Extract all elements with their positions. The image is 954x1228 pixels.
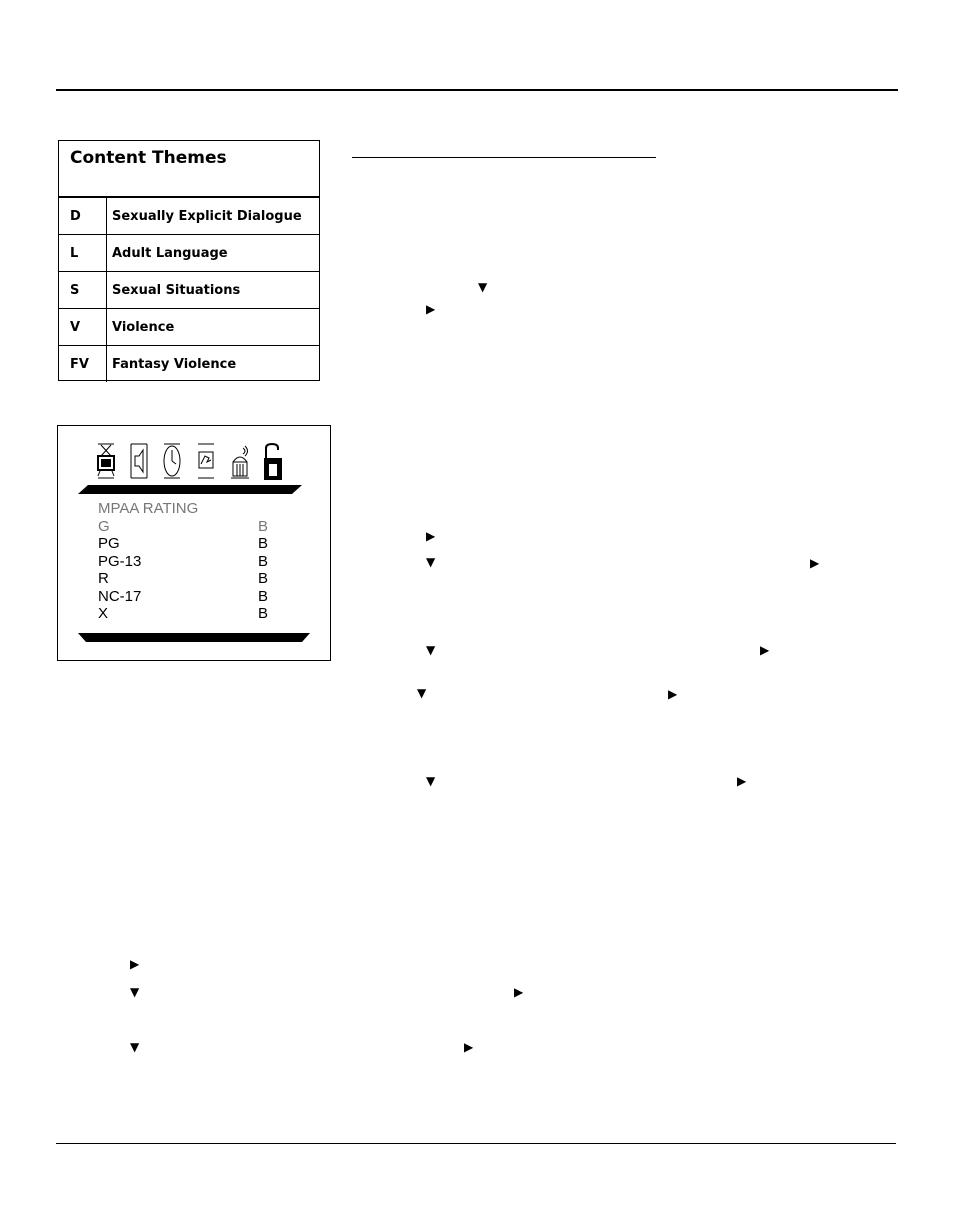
table-row — [59, 271, 319, 308]
hand-icon — [196, 442, 216, 480]
down-arrow-icon: ▼ — [426, 774, 436, 788]
tv-icon — [96, 442, 116, 480]
rating-label: PG-13 — [98, 552, 142, 570]
list-item[interactable] — [98, 570, 268, 588]
right-arrow-icon: ▶ — [426, 302, 436, 316]
theme-description: Adult Language — [112, 246, 228, 261]
list-item[interactable] — [98, 535, 268, 553]
rating-label: R — [98, 570, 109, 587]
content-themes-table — [58, 140, 320, 381]
theme-description: Violence — [112, 320, 175, 335]
down-arrow-icon: ▼ — [478, 280, 488, 294]
top-rule — [56, 89, 898, 91]
content-themes-title: Content Themes — [59, 141, 319, 197]
rating-label: NC-17 — [98, 587, 142, 605]
down-arrow-icon: ▼ — [426, 555, 436, 569]
table-row — [59, 234, 319, 271]
down-arrow-icon: ▼ — [130, 1040, 140, 1054]
right-arrow-icon: ▶ — [737, 774, 747, 788]
list-item[interactable] — [98, 553, 268, 571]
rating-status: B — [257, 587, 268, 605]
down-arrow-icon: ▼ — [417, 686, 427, 700]
theme-code: V — [59, 309, 107, 345]
down-arrow-icon: ▼ — [426, 643, 436, 657]
theme-description: Sexually Explicit Dialogue — [112, 209, 302, 224]
mpaa-menu-screen — [57, 425, 331, 661]
theme-code: FV — [59, 346, 107, 382]
list-item[interactable] — [98, 518, 268, 536]
right-arrow-icon: ▶ — [464, 1040, 474, 1054]
section-heading-rule — [352, 157, 656, 158]
table-row — [59, 197, 319, 234]
rating-label: PG — [98, 535, 120, 552]
right-arrow-icon: ▶ — [810, 556, 820, 570]
list-item[interactable] — [98, 588, 268, 606]
rating-label: X — [98, 605, 109, 622]
right-arrow-icon: ▶ — [426, 529, 436, 543]
theme-code: S — [59, 272, 107, 308]
list-item[interactable] — [98, 605, 268, 623]
clock-icon — [162, 442, 182, 480]
rating-status: B — [257, 570, 268, 587]
rating-status: B — [257, 605, 268, 622]
parental-icon — [229, 442, 251, 480]
menu-bottom-bar — [78, 633, 310, 643]
theme-description: Fantasy Violence — [112, 357, 237, 372]
lock-icon — [262, 442, 284, 482]
theme-description: Sexual Situations — [112, 283, 241, 298]
right-arrow-icon: ▶ — [130, 957, 140, 971]
speaker-icon — [129, 442, 149, 480]
menu-top-bar — [78, 485, 302, 495]
bottom-rule — [56, 1143, 896, 1144]
rating-label: G — [98, 517, 110, 535]
right-arrow-icon: ▶ — [514, 985, 524, 999]
table-row — [59, 308, 319, 345]
rating-status: B — [257, 517, 268, 535]
menu-heading: MPAA RATING — [98, 500, 199, 517]
theme-code: D — [59, 198, 107, 234]
rating-status: B — [257, 552, 268, 570]
rating-status: B — [257, 535, 268, 552]
right-arrow-icon: ▶ — [668, 687, 678, 701]
right-arrow-icon: ▶ — [760, 643, 770, 657]
table-row — [59, 345, 319, 382]
down-arrow-icon: ▼ — [130, 985, 140, 999]
mpaa-rating-list — [98, 500, 268, 623]
theme-code: L — [59, 235, 107, 271]
